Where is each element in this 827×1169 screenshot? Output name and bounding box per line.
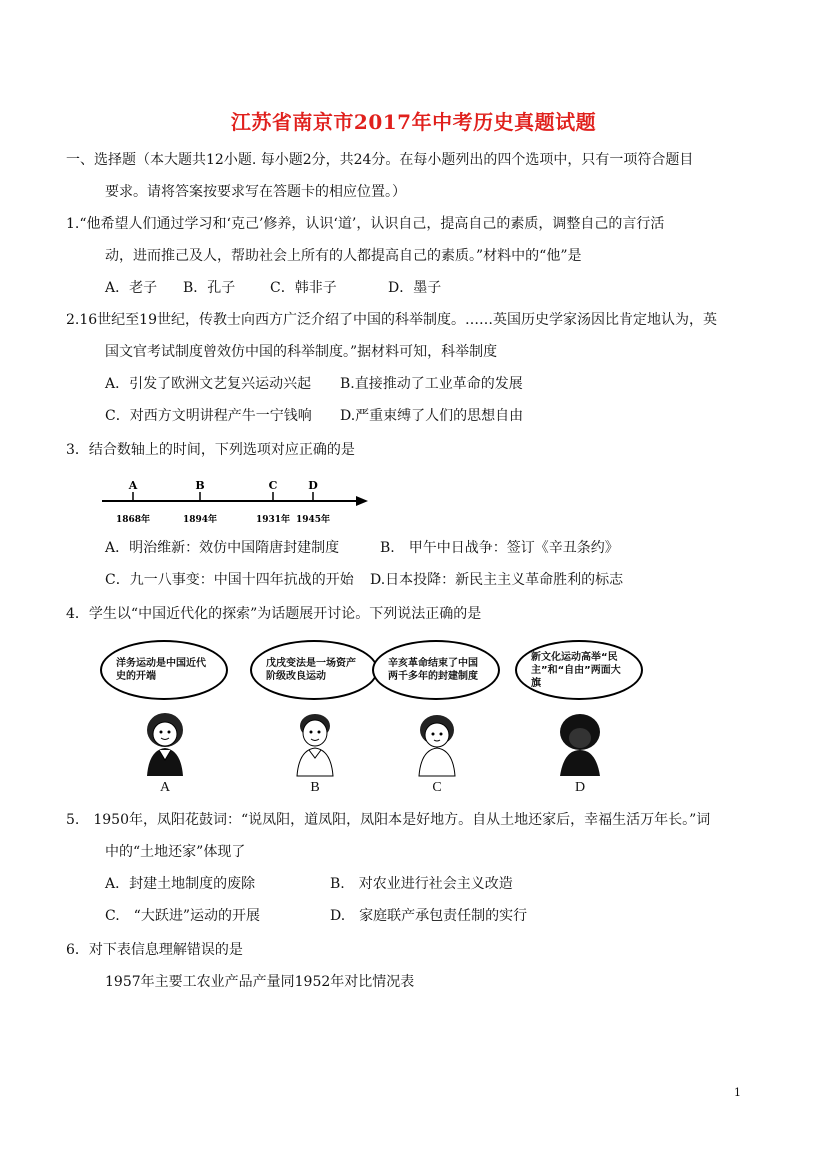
cartoon-label-d: D (574, 780, 586, 795)
question-5-stem-cont: 中的“土地还家”体现了 (105, 844, 246, 860)
question-2-stem: 2.16世纪至19世纪，传教士向西方广泛介绍了中国的科举制度。……英国历史学家汤因比肯定地认为，英 (66, 312, 717, 328)
page-number: 1 (734, 1086, 741, 1099)
q2-option-c[interactable]: C．对西方文明讲程产牛一宁钱响 (105, 408, 312, 424)
q1-option-c[interactable]: C．韩非子 (270, 280, 337, 296)
section-heading: 一、选择题（本大题共12小题. 每小题2分，共24分。在每小题列出的四个选项中，只有一项符合题目 (66, 152, 694, 168)
question-5-stem: 5. 1950年，凤阳花鼓词：“说凤阳，道凤阳，凤阳本是好地方。自从土地还家后，幸福生活万年长。”词 (66, 812, 711, 828)
table-caption: 1957年主要工农业产品产量同1952年对比情况表 (105, 974, 415, 990)
q1-option-d[interactable]: D．墨子 (388, 280, 442, 296)
question-2-stem-cont: 国文官考试制度曾效仿中国的科举制度。”据材料可知，科举制度 (105, 344, 498, 360)
q1-option-b[interactable]: B．孔子 (183, 280, 236, 296)
q3-option-d[interactable]: D.日本投降：新民主主义革命胜利的标志 (370, 572, 624, 588)
cartoon-b (250, 640, 380, 800)
page-title: 江苏省南京市2017年中考历史真题试题 (230, 110, 597, 134)
student-figure-icon (135, 708, 195, 778)
timeline-year-label: 1945年 (295, 515, 331, 525)
question-1-stem: 1.“他希望人们通过学习和‘克己’修养，认识‘道’，认识自己，提高自己的素质，调整自己的言行活 (66, 216, 665, 232)
cartoon-label-c: C (432, 780, 442, 795)
cartoon-c (372, 640, 502, 800)
bubble-text-b: 戊戌变法是一场资产阶级改良运动 (266, 658, 356, 682)
cartoon-label-b: B (310, 780, 320, 795)
question-1-stem-cont: 动，进而推己及人，帮助社会上所有的人都提高自己的素质。”材料中的“他”是 (105, 248, 582, 264)
q1-option-a[interactable]: A．老子 (105, 280, 158, 296)
timeline-year-label: 1868年 (115, 515, 151, 525)
bubble-text-c: 辛亥革命结束了中国两千多年的封建制度 (388, 658, 478, 682)
timeline-arrow (356, 496, 368, 506)
cartoon-a (100, 640, 230, 800)
speech-bubble-a (100, 640, 228, 700)
question-4-stem: 4．学生以“中国近代化的探索”为话题展开讨论。下列说法正确的是 (66, 606, 482, 622)
bubble-text-d: 新文化运动高举“民主”和“自由”两面大旗 (531, 651, 621, 689)
q2-option-d[interactable]: D.严重束缚了人们的思想自由 (340, 408, 524, 424)
q5-option-b[interactable]: B. 对农业进行社会主义改造 (330, 876, 513, 892)
q5-option-a[interactable]: A．封建土地制度的废除 (105, 876, 256, 892)
q5-option-c[interactable]: C. “大跃进”运动的开展 (105, 908, 260, 924)
question-3-stem: 3．结合数轴上的时间，下列选项对应正确的是 (66, 442, 355, 458)
q2-option-b[interactable]: B.直接推动了工业革命的发展 (340, 376, 523, 392)
timeline-figure (100, 476, 370, 526)
student-figure-icon (550, 708, 610, 778)
timeline-point-label: D (308, 479, 318, 492)
speech-bubble-d (515, 640, 643, 700)
student-figure-icon (285, 708, 345, 778)
timeline-year-label: 1931年 (255, 515, 291, 525)
q5-option-d[interactable]: D. 家庭联产承包责任制的实行 (330, 908, 528, 924)
speech-bubble-c (372, 640, 500, 700)
cartoon-label-a: A (159, 780, 171, 795)
cartoon-d (515, 640, 645, 800)
bubble-text-a: 洋务运动是中国近代史的开端 (116, 658, 206, 682)
timeline-year-label: 1894年 (182, 515, 218, 525)
q3-option-c[interactable]: C．九一八事变：中国十四年抗战的开始 (105, 572, 354, 588)
q3-option-b[interactable]: B. 甲午中日战争：签订《辛丑条约》 (380, 540, 619, 556)
speech-bubble-b (250, 640, 378, 700)
timeline-point-label: B (195, 479, 205, 492)
q3-option-a[interactable]: A．明治维新：效仿中国隋唐封建制度 (105, 540, 340, 556)
student-figure-icon (407, 708, 467, 778)
section-heading-cont: 要求。请将答案按要求写在答题卡的相应位置。） (105, 184, 406, 200)
timeline-point-label: C (268, 479, 278, 492)
question-6-stem: 6．对下表信息理解错误的是 (66, 942, 243, 958)
q2-option-a[interactable]: A．引发了欧洲文艺复兴运动兴起 (105, 376, 312, 392)
timeline-point-label: A (128, 479, 138, 492)
